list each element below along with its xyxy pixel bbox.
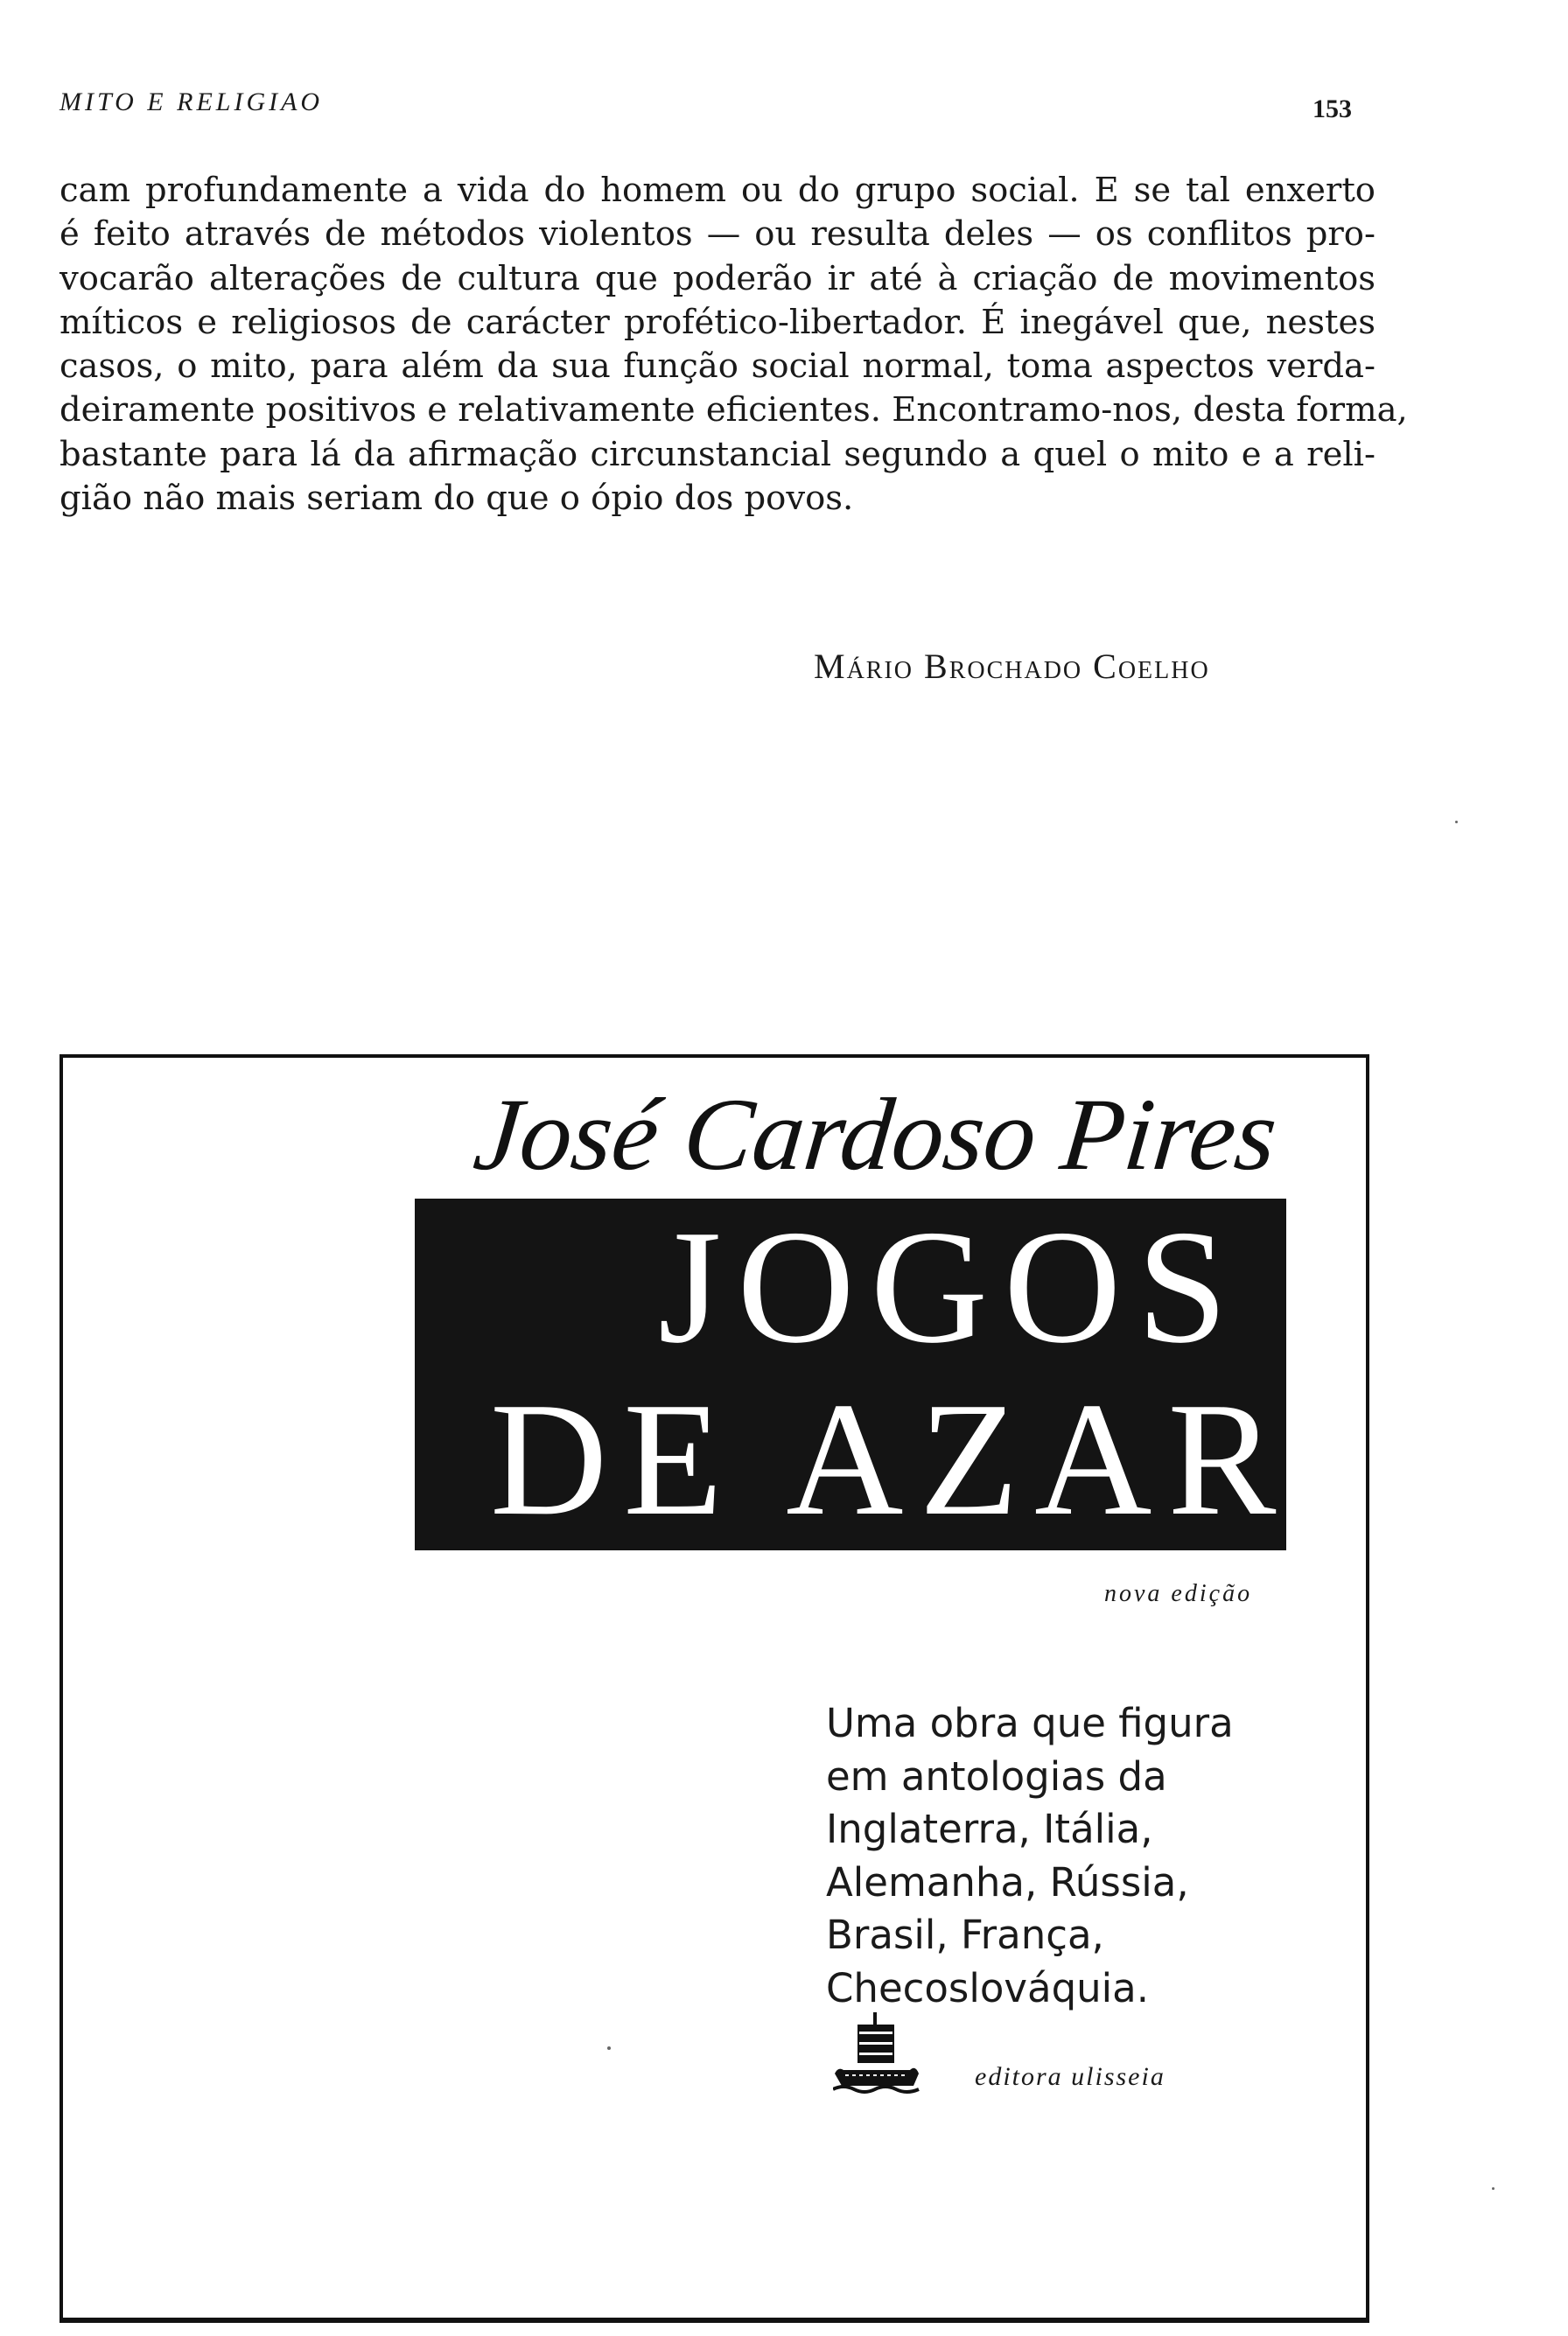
publisher-name: editora ulisseia xyxy=(975,2062,1166,2091)
article-author: Mário Brochado Coelho xyxy=(814,647,1210,686)
body-line: deiramente positivos e relativamente eficientes. Encontramo-nos, desta forma, xyxy=(60,390,1408,430)
blurb-line: Brasil, França, xyxy=(826,1912,1104,1958)
ship-icon xyxy=(833,2012,920,2110)
book-blurb xyxy=(826,1697,1234,2015)
blurb-line: em antologias da xyxy=(826,1752,1167,1800)
body-line: é feito através de métodos violentos — ou resulta deles — os conflitos pro- xyxy=(60,214,1376,255)
body-line: míticos e religiosos de carácter profético-libertador. É inegável que, nestes xyxy=(60,302,1376,342)
body-line: bastante para lá da afirmação circunstancial segundo a quel o mito e a reli- xyxy=(60,434,1376,474)
body-line: casos, o mito, para além da sua função social normal, toma aspectos verda- xyxy=(60,346,1376,387)
edition-label: nova edição xyxy=(1104,1580,1253,1607)
blurb-line: Uma obra que figura xyxy=(826,1700,1234,1746)
body-line: cam profundamente a vida do homem ou do grupo social. E se tal enxerto xyxy=(60,171,1376,210)
print-speck xyxy=(607,2046,611,2050)
body-line: gião não mais seriam do que o ópio dos povos. xyxy=(60,479,854,519)
book-title-line-1: JOGOS xyxy=(658,1197,1243,1377)
print-speck xyxy=(1492,2187,1494,2190)
blurb-line: Inglaterra, Itália, xyxy=(826,1806,1153,1852)
book-title-line-2: DE AZAR xyxy=(490,1369,1292,1549)
print-speck xyxy=(1455,821,1458,823)
blurb-line: Checoslováquia. xyxy=(826,1964,1150,2011)
blurb-line: Alemanha, Rússia, xyxy=(826,1858,1189,1906)
book-author: José Cardoso Pires xyxy=(468,1077,1283,1192)
page-number: 153 xyxy=(1312,94,1352,123)
running-head: MITO E RELIGIAO xyxy=(60,87,324,116)
article-body xyxy=(60,169,1408,521)
body-line: vocarão alterações de cultura que poderão ir até à criação de movimentos xyxy=(60,258,1376,298)
